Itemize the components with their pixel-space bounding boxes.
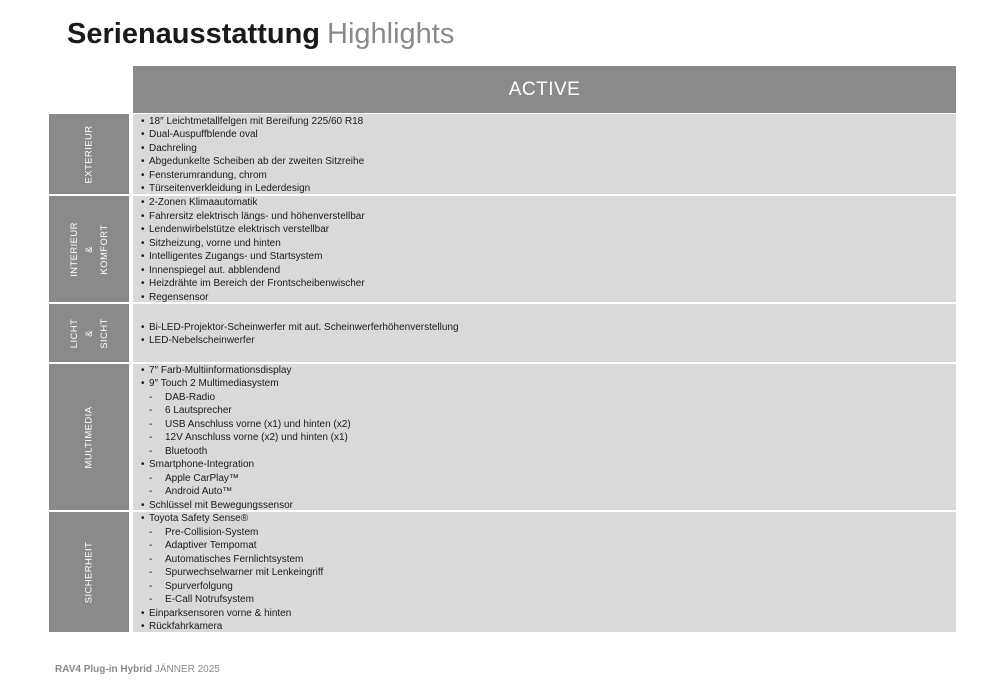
equipment-table [49,114,956,634]
section-row [49,196,956,304]
trim-label: ACTIVE [508,78,581,100]
category-cell [49,196,129,302]
feature-item: • Heizdrähte im Bereich der Frontscheibenwischer [141,277,956,291]
feature-subitem: - DAB-Radio [141,391,956,405]
feature-subitem: - E-Call Notrufsystem [141,593,956,607]
feature-list [133,364,956,510]
feature-item: • Innenspiegel aut. abblendend [141,264,956,278]
category-label-line: EXTERIEUR [83,125,95,183]
footer [55,664,220,675]
category-label [67,222,112,277]
section-row [49,304,956,364]
category-label [81,125,96,183]
category-label-line: INTERIEUR [68,221,80,277]
feature-item: • Dachreling [141,142,956,156]
section-row [49,364,956,512]
feature-subitem: - Android Auto™ [141,485,956,499]
category-label-line: MULTIMEDIA [83,406,95,468]
feature-list [133,304,956,362]
page-title-light: Highlights [327,18,455,50]
category-label-line: SICHT [98,317,110,349]
feature-subitem: - Adaptiver Tempomat [141,539,956,553]
feature-item: • Lendenwirbelstütze elektrisch verstellbar [141,223,956,237]
feature-item: • LED-Nebelscheinwerfer [141,334,956,348]
category-label-line: KOMFORT [98,223,110,275]
feature-subitem: - Spurverfolgung [141,580,956,594]
feature-list [133,114,956,194]
category-cell [49,114,129,194]
feature-subitem: - 12V Anschluss vorne (x2) und hinten (x1) [141,431,956,445]
feature-subitem: - Spurwechselwarner mit Lenkeingriff [141,566,956,580]
feature-list [133,512,956,632]
feature-item: • Toyota Safety Sense® [141,512,956,526]
feature-item: • Fensterumrandung, chrom [141,169,956,183]
feature-item: • Abgedunkelte Scheiben ab der zweiten Sitzreihe [141,155,956,169]
feature-item: • Regensensor [141,291,956,305]
feature-subitem: - Pre-Collision-System [141,526,956,540]
category-label-line: LICHT [68,318,80,348]
footer-date: JÄNNER 2025 [154,664,220,675]
category-label-line: SICHERHEIT [83,541,95,603]
section-row [49,114,956,196]
category-cell [49,364,129,510]
feature-item: • Smartphone-Integration [141,458,956,472]
feature-list [133,196,956,302]
category-cell [49,304,129,362]
feature-item: • Schlüssel mit Bewegungssensor [141,499,956,513]
feature-item: • Türseitenverkleidung in Lederdesign [141,182,956,196]
feature-item: • 9″ Touch 2 Multimediasystem [141,377,956,391]
page-title [67,18,454,51]
feature-subitem: - Apple CarPlay™ [141,472,956,486]
category-label-line: & [83,329,95,337]
feature-item: • 2-Zonen Klimaautomatik [141,196,956,210]
page-title-bold: Serienausstattung [67,18,320,50]
feature-item: • 18″ Leichtmetallfelgen mit Bereifung 225/60 R18 [141,115,956,129]
category-label-line: & [83,245,95,253]
feature-item: • Fahrersitz elektrisch längs- und höhenverstellbar [141,210,956,224]
feature-item: • Intelligentes Zugangs- und Startsystem [141,250,956,264]
feature-item: • Dual-Auspuffblende oval [141,128,956,142]
footer-model: RAV4 Plug-in Hybrid [55,664,153,675]
feature-item: • Sitzheizung, vorne und hinten [141,237,956,251]
trim-header [133,66,956,113]
category-label [81,541,96,603]
feature-item: • Rückfahrkamera [141,620,956,634]
feature-subitem: - 6 Lautsprecher [141,404,956,418]
feature-item: • 7″ Farb-Multiinformationsdisplay [141,364,956,378]
feature-subitem: - USB Anschluss vorne (x1) und hinten (x2) [141,418,956,432]
feature-item: • Bi-LED-Projektor-Scheinwerfer mit aut. Scheinwerferhöhenverstellung [141,321,956,335]
feature-subitem: - Automatisches Fernlichtsystem [141,553,956,567]
category-label [81,406,96,468]
feature-subitem: - Bluetooth [141,445,956,459]
section-row [49,512,956,634]
category-label [67,318,112,349]
category-cell [49,512,129,632]
feature-item: • Einparksensoren vorne & hinten [141,607,956,621]
